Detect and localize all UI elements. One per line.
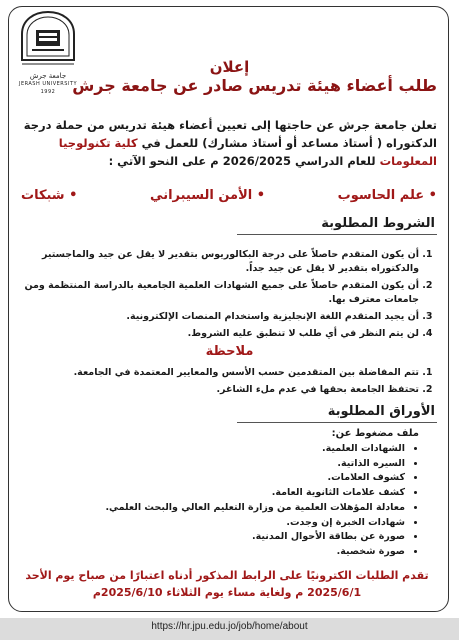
documents-list <box>105 442 421 560</box>
list-item: • شهادات الخبرة إن وجدت. <box>105 516 405 531</box>
list-item: 2. أن يكون المتقدم حاصلاً على جميع الشهادات العلمية الجامعية بالدراسة المنتظمة ومن جامعات معترف بها. <box>9 279 419 307</box>
footer-url-bar <box>0 618 459 640</box>
list-item: • الشهادات العلمية. <box>105 442 405 457</box>
list-item: 4. لن يتم النظر في أي طلب لا تنطبق عليه الشروط. <box>9 327 419 341</box>
application-link[interactable]: https://hr.jpu.edu.jo/job/home/about <box>151 621 308 632</box>
headline: طلب أعضاء هيئة تدريس صادر عن جامعة جرش <box>72 76 437 95</box>
logo-english-name: JERASH UNIVERSITY <box>18 81 78 87</box>
list-item: 1. تتم المفاضلة بين المتقدمين حسب الأسس والمعايير المعتمدة في الجامعة. <box>9 366 419 380</box>
list-item: • صورة عن بطاقة الأحوال المدنية. <box>105 530 405 545</box>
intro-text-2: للعام الدراسي 2026/2025 م على النحو الآتي : <box>108 154 380 168</box>
specialization-item: • الأمن السيبراني <box>150 188 265 203</box>
conditions-list <box>9 248 437 344</box>
announcement-title: إعلان <box>209 58 250 76</box>
list-item: • كشف علامات الثانوية العامة. <box>105 486 405 501</box>
list-item: 1. أن يكون المتقدم حاصلاً على درجة البكالوريوس بتقدير لا يقل عن جيد والماجستير والدكتوراه بتقدير لا يقل عن جيد جداً. <box>9 248 419 276</box>
list-item: 3. أن يجيد المتقدم اللغة الإنجليزية واستخدام المنصات الإلكترونية. <box>9 310 419 324</box>
documents-title: الأوراق المطلوبة <box>327 404 435 419</box>
specialization-item: • علم الحاسوب <box>338 188 437 203</box>
list-item: 2. تحتفظ الجامعة بحقها في عدم ملء الشاغر. <box>9 383 419 397</box>
notes-title: ملاحظة <box>205 344 254 359</box>
notes-list <box>9 366 437 400</box>
list-item: • كشوف العلامات. <box>105 471 405 486</box>
specializations-list <box>21 188 437 203</box>
intro-paragraph <box>19 116 437 170</box>
specialization-item: • شبكات <box>21 188 77 203</box>
intro-college: كلية تكنولوجيا المعلومات <box>58 136 437 168</box>
logo-year: 1992 <box>40 89 56 95</box>
deadline-line-1: تقدم الطلبات الكترونيًا على الرابط المذكور أدناه اعتبارًا من صباح يوم الأحد <box>25 569 429 582</box>
list-item: • صورة شخصية. <box>105 545 405 560</box>
logo-arabic-name: جامعة جرش <box>29 72 67 80</box>
list-item: • معادلة المؤهلات العلمية من وزارة التعليم العالي والبحث العلمي. <box>105 501 405 516</box>
documents-intro: ملف مضغوط عن: <box>331 428 419 439</box>
conditions-rule <box>237 234 437 235</box>
list-item: • السيره الذاتية. <box>105 457 405 472</box>
intro-text-1: تعلن جامعة جرش عن حاجتها إلى تعيين أعضاء هيئة تدريس من حملة درجة الدكتوراه ( أستاذ مساعد أو أستاذ مشارك) للعمل في <box>23 118 437 150</box>
application-deadline <box>17 567 437 601</box>
documents-rule <box>237 422 437 423</box>
deadline-line-2: 2025/6/1 م ولغاية مساء يوم الثلاثاء 2025/6/10م <box>92 586 362 599</box>
conditions-title: الشروط المطلوبة <box>321 216 435 231</box>
